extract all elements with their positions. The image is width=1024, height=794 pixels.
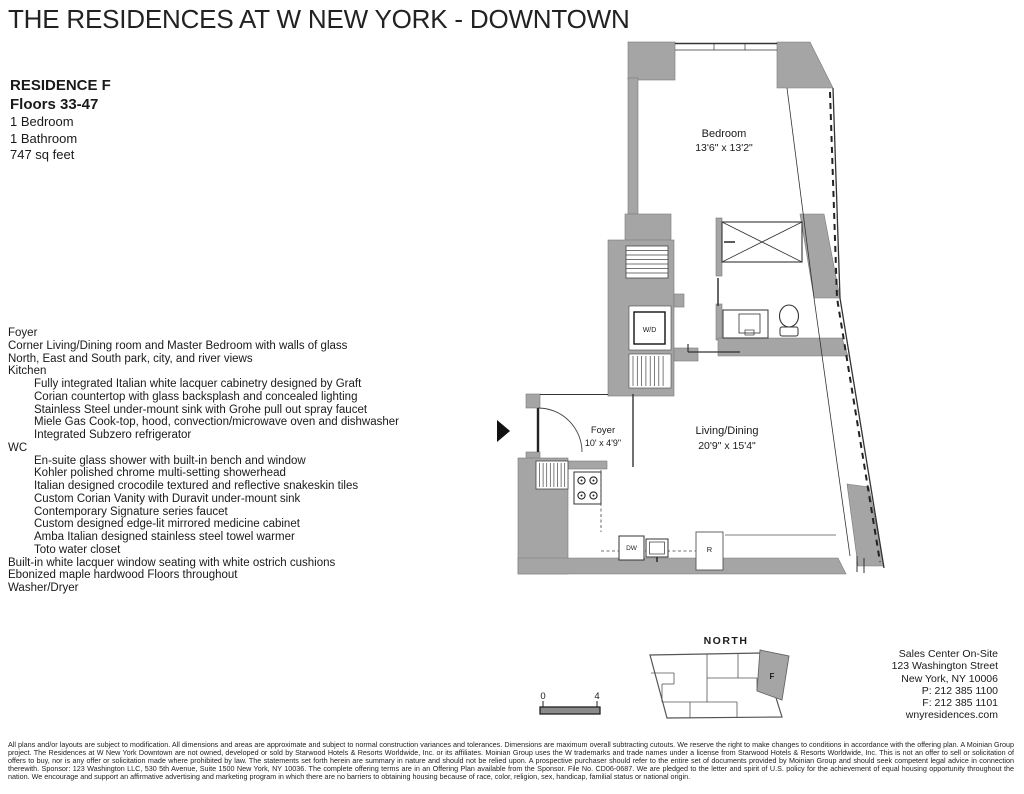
- residence-name: RESIDENCE F: [10, 77, 111, 94]
- washer-dryer-closet: [629, 306, 671, 350]
- page-title: THE RESIDENCES AT W NEW YORK - DOWNTOWN: [8, 4, 630, 34]
- feature-item: Kohler polished chrome multi-setting showerhead: [34, 467, 286, 480]
- scale-bar: [540, 691, 600, 714]
- scale-end: 4: [594, 691, 600, 702]
- feature-item: Integrated Subzero refrigerator: [34, 429, 192, 441]
- bedroom-wardrobe: [718, 222, 802, 306]
- floor-plan: [490, 30, 935, 600]
- residence-info: [10, 76, 111, 164]
- residence-area: 747 sq feet: [10, 147, 75, 162]
- unit-f-label: F: [769, 672, 775, 681]
- feature-item: Ebonized maple hardwood Floors throughout: [8, 569, 238, 582]
- feature-item: Fully integrated Italian white lacquer cabinetry designed by Graft: [34, 378, 362, 390]
- north-label: NORTH: [703, 635, 749, 647]
- feature-item: WC: [8, 441, 28, 454]
- foyer-label: Foyer: [590, 425, 616, 436]
- entry-arrow-icon: [497, 420, 510, 442]
- contact-fax: F: 212 385 1101: [922, 697, 998, 710]
- feature-item: Corian countertop with glass backsplash and concealed lighting: [34, 390, 358, 403]
- contact-line: 123 Washington Street: [891, 660, 998, 673]
- range-cooktop: [574, 472, 601, 504]
- bedroom-label: Bedroom: [701, 128, 747, 140]
- feature-item: Kitchen: [8, 365, 47, 378]
- foyer-dims: 10' x 4'9": [584, 438, 622, 448]
- feature-item: Custom Corian Vanity with Duravit under-mount sink: [34, 492, 301, 505]
- feature-item: Amba Italian designed stainless steel towel warmer: [34, 531, 295, 543]
- foyer-closet: [536, 461, 568, 489]
- feature-item: Foyer: [8, 327, 38, 339]
- feature-item: Italian designed crocodile textured and reflective snakeskin tiles: [34, 480, 359, 492]
- feature-item: North, East and South park, city, and river views: [8, 352, 253, 365]
- feature-list: [8, 327, 399, 595]
- feature-item: Contemporary Signature series faucet: [34, 505, 228, 518]
- residence-bathrooms: 1 Bathroom: [10, 130, 78, 146]
- living-dining-label: Living/Dining: [695, 425, 759, 437]
- feature-item: Built-in white lacquer window seating with white ostrich cushions: [8, 556, 336, 569]
- residence-bedrooms: 1 Bedroom: [10, 114, 74, 129]
- wd-label: W/D: [642, 327, 657, 334]
- feature-item: Corner Living/Dining room and Master Bedroom with walls of glass: [8, 339, 348, 352]
- kitchen: [574, 470, 836, 570]
- building-key-plan: [650, 635, 789, 718]
- sales-contact: [892, 648, 998, 722]
- feature-item: Miele Gas Cook-top, hood, convection/microwave oven and dishwasher: [34, 416, 399, 429]
- plan-walls: [518, 42, 884, 574]
- contact-website: wnyresidences.com: [905, 709, 998, 722]
- feature-item: Toto water closet: [34, 543, 121, 556]
- feature-item: Stainless Steel under-mount sink with Grohe pull out spray faucet: [34, 403, 368, 416]
- contact-line: New York, NY 10006: [901, 672, 998, 685]
- living-dining-dims: 20'9" x 15'4": [698, 440, 756, 452]
- feature-item: Custom designed edge-lit mirrored medicine cabinet: [34, 518, 300, 531]
- contact-phone: P: 212 385 1100: [921, 684, 998, 697]
- feature-item: Washer/Dryer: [8, 582, 79, 594]
- stairs-lower: [629, 354, 671, 388]
- feature-item: En-suite glass shower with built-in bench and window: [34, 454, 306, 467]
- stairs-upper: [626, 246, 668, 278]
- dw-label: DW: [626, 545, 637, 552]
- key-plan: [530, 625, 800, 725]
- scale-start: 0: [540, 691, 546, 702]
- legal-disclaimer: All plans and/or layouts are subject to modification. All dimensions and areas are approximate and subject to normal construction variances and tolerances. Dimensions are maximum overall subtracting cutouts. We reserve the right to make changes to conditions in accordance with the offering plan. A Moinian Group project. The Residences at W New York Downtown are not owned, developed or sold by Starwood Hotels & Resorts Worldwide, Inc. or its affiliates. Moinian Group uses the W trademarks and trade names under a license from Starwood Hotels & Resorts Worldwide, Inc. This is not an offer to sell or solicitation of offers to buy, nor is any offer or solicitation made where prohibited by law. The statements set forth herein are summary in nature and should not be relied upon. A prospective purchaser should refer to the entire set of documents provided by Moinian Group and should seek competent legal advice in connection therewith. Sponsor: 123 Washington LLC, 530 5th Avenue, Suite 1500 New York, NY 10036. The complete offering terms are in an Offering Plan available from the Sponsor. File No. CD06-0687. We are pledged to the letter and spirit of U.S. policy for the achievement of equal housing opportunity throughout the nation. We encourage and support an affirmative advertising and marketing program in which there are no barriers to obtaining housing because of race, color, religion, sex, handicap, familial status or national origin.: [8, 740, 1014, 781]
- bedroom-dims: 13'6" x 13'2": [695, 142, 753, 154]
- contact-line: Sales Center On-Site: [898, 648, 998, 660]
- refrigerator-label: R: [706, 545, 713, 554]
- residence-floors: Floors 33-47: [10, 96, 99, 113]
- toilet: [780, 305, 799, 327]
